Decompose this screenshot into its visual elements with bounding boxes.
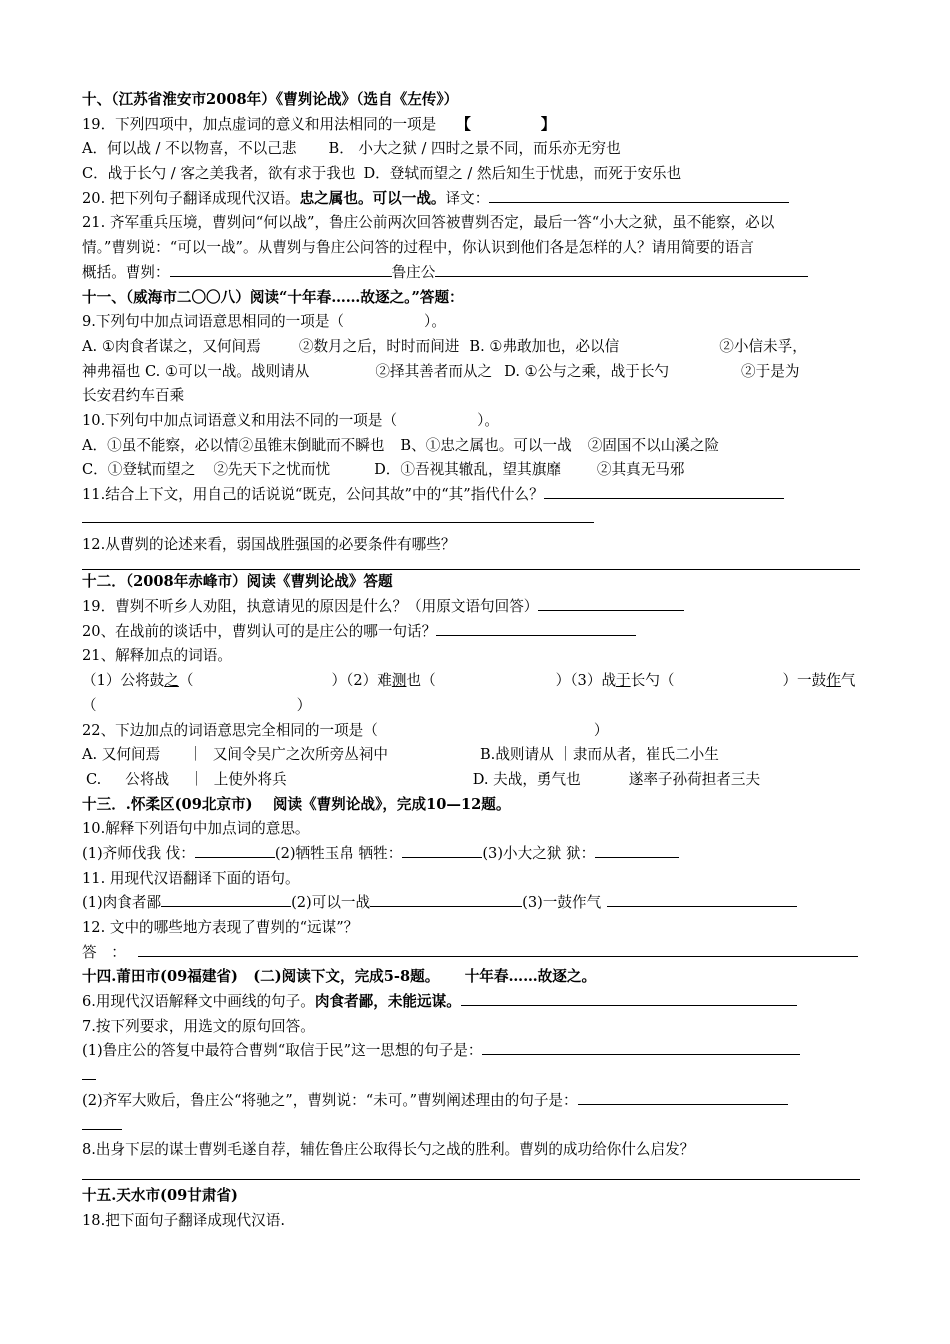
s14-q8: 8.出身下层的谋士曹刿毛遂自荐，辅佐鲁庄公取得长勺之战的胜利。曹刿的成功给你什么启发？ — [82, 1141, 695, 1159]
s14-q7-1-cont — [82, 1064, 872, 1089]
s12-q22-options-ab: A. 又何间焉 ｜ 又间令吴广之次所旁丛祠中 B.战则请从 ｜隶而从者，崔氏二小生 — [82, 746, 719, 764]
s12-q21: 21、解释加点的词语。 — [82, 647, 232, 665]
answer-blank[interactable] — [82, 1065, 96, 1080]
s10-q21-line2: 情。”曹刿说：“可以一战”。从曹刿与鲁庄公问答的过程中，你认识到他们各是怎样的人？请用简要的语言 — [82, 239, 754, 257]
answer-blank[interactable] — [170, 262, 392, 277]
s12-q21-items: （1）公将鼓之（ ）（2）难测也（ ）（3）战于长勺（ ）一鼓作气 — [82, 672, 856, 690]
s13-q10: 10.解释下列语句中加点词的意思。 — [82, 820, 310, 838]
s10-q19-options-ab: A．何以战 / 不以物喜，不以己悲 B． 小大之狱 / 四时之景不同，而乐亦无穷也 — [82, 140, 621, 158]
s13-q11: 11. 用现代汉语翻译下面的语句。 — [82, 869, 300, 887]
section-15-heading: 十五.天水市(09甘肃省) — [82, 1186, 238, 1204]
answer-blank[interactable] — [544, 484, 784, 499]
answer-blank[interactable] — [595, 843, 679, 858]
answer-blank[interactable] — [195, 843, 275, 858]
answer-line[interactable] — [82, 508, 594, 523]
s12-q21-cont: （ ） — [82, 696, 312, 714]
s11-q9-line1: A. ①肉食者谋之，又何间焉 ②数月之后，时时而间进 B. ①弗敢加也，必以信 ②小信未孚， — [82, 337, 807, 355]
s13-q10-items: (1)齐师伐我 伐： (2)牺牲玉帛 牺牲： (3)小大之狱 狱： — [82, 842, 872, 867]
answer-blank[interactable] — [482, 1040, 800, 1055]
section-10-heading: 十、（江苏省淮安市2008年）《曹刿论战》（选自《左传》） — [82, 91, 459, 108]
s12-q22: 22、下边加点的词语意思完全相同的一项是（ ） — [82, 721, 609, 739]
s14-q7: 7.按下列要求，用选文的原句回答。 — [82, 1017, 315, 1035]
s15-q18: 18.把下面句子翻译成现代汉语. — [82, 1211, 285, 1229]
answer-blank[interactable] — [436, 621, 636, 636]
s11-q12: 12.从曹刿的论述来看，弱国战胜强国的必要条件有哪些？ — [82, 535, 456, 553]
answer-line[interactable] — [82, 1163, 860, 1180]
s14-q7-1: (1)鲁庄公的答复中最符合曹刿“取信于民”这一思想的句子是： — [82, 1039, 872, 1064]
answer-blank[interactable] — [489, 188, 789, 203]
answer-blank[interactable] — [82, 1115, 122, 1130]
s12-q19: 19．曹刿不听乡人劝阻，执意请见的原因是什么？（用原文语句回答） — [82, 595, 872, 620]
section-11-heading: 十一、（威海市二〇〇八）阅读“十年春……故逐之。”答题： — [82, 288, 464, 306]
answer-blank[interactable] — [461, 991, 797, 1006]
answer-blank[interactable] — [578, 1090, 788, 1105]
s13-q12: 12. 文中的哪些地方表现了曹刿的“远谋”？ — [82, 919, 359, 936]
document-page — [82, 88, 872, 1233]
s13-q12-answer: 答 ： — [82, 941, 872, 966]
s12-q20: 20、在战前的谈话中，曹刿认可的是庄公的哪一句话？ — [82, 620, 872, 645]
s14-q7-2-cont — [82, 1114, 872, 1139]
answer-blank[interactable] — [138, 942, 858, 957]
s11-q9: 9.下列句中加点词语意思相同的一项是（ ）。 — [82, 313, 446, 331]
s11-q10-options-cd: C．①登轼而望之 ②先天下之忧而忧 D．①吾视其辙乱，望其旗靡 ②其真无马邪 — [82, 461, 685, 479]
s10-q21-line1: 21. 齐军重兵压境，曹刿问“何以战”，鲁庄公前两次回答被曹刿否定，最后一答“小大之狱，虽不能察，必以 — [82, 214, 775, 232]
answer-blank[interactable] — [402, 843, 482, 858]
s11-q10-options-ab: A．①虽不能察，必以情②虽锥末倒眦而不瞬也 B、①忠之属也。可以一战 ②固国不以山溪之险 — [82, 436, 720, 454]
answer-blank[interactable] — [370, 892, 522, 907]
s14-q7-2: (2)齐军大败后，鲁庄公“将驰之”，曹刿说：“未可。”曹刿阐述理由的句子是： — [82, 1089, 872, 1114]
section-12-heading: 十二．（2008年赤峰市）阅读《曹刿论战》答题 — [82, 573, 393, 591]
s11-q9-line2: 神弗福也 C. ①可以一战。战则请从 ②择其善者而从之 D. ①公与之乘，战于长勺 ②于是为 — [82, 362, 800, 380]
answer-line[interactable] — [82, 557, 860, 570]
s14-q6: 6.用现代汉语解释文中画线的句子。肉食者鄙，未能远谋。 — [82, 990, 872, 1015]
answer-blank[interactable] — [435, 262, 808, 277]
s13-q11-items: (1)肉食者鄙 (2)可以一战 (3)一鼓作气 — [82, 891, 872, 916]
s11-q10: 10.下列句中加点词语意义和用法不同的一项是（ ）。 — [82, 411, 499, 429]
answer-blank[interactable] — [538, 596, 684, 611]
section-13-heading: 十三．.怀柔区(09北京市) 阅读《曹刿论战》，完成10—12题。 — [82, 795, 511, 813]
answer-blank[interactable] — [607, 892, 797, 907]
s12-q22-options-cd: C. 公将战 ｜ 上使外将兵 D. 夫战，勇气也 遂率子孙荷担者三夫 — [86, 770, 761, 788]
section-14-heading: 十四.莆田市(09福建省) (二)阅读下文，完成5-8题。 十年春……故逐之。 — [82, 968, 597, 986]
s11-q11: 11.结合上下文，用自己的话说说“既克，公问其故”中的“其”指代什么？ — [82, 483, 872, 508]
s10-q19-options-cd: C．战于长勺 / 客之美我者，欲有求于我也 D．登轼而望之 / 然后知生于忧患，而死于安乐也 — [82, 165, 682, 183]
s11-q9-line3: 长安君约车百乘 — [82, 387, 185, 405]
s10-q21-line3: 概括。曹刿： 鲁庄公 — [82, 261, 872, 286]
answer-blank[interactable] — [161, 892, 291, 907]
s10-q20: 20. 把下列句子翻译成现代汉语。忠之属也。可以一战。译文： — [82, 187, 872, 212]
s10-q19: 19．下列四项中，加点虚词的意义和用法相同的一项是 【 】 — [82, 115, 556, 133]
